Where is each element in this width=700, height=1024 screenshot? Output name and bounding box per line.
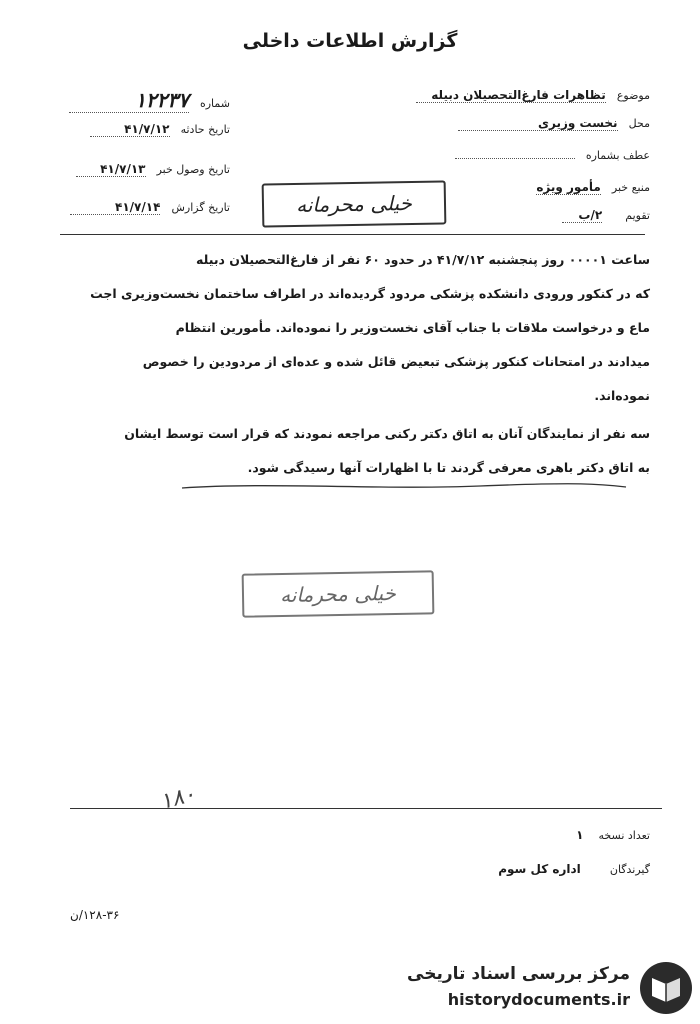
document-title: گزارش اطلاعات داخلی bbox=[242, 30, 458, 52]
pencil-mark: ۱۸۰ bbox=[157, 781, 199, 816]
archive-url[interactable]: historydocuments.ir bbox=[447, 990, 630, 1009]
subject-value: تظاهرات فارغ‌التحصیلان دبیله bbox=[416, 88, 606, 103]
document-code: ۱۲۸-۳۶/ن bbox=[70, 908, 120, 922]
body-line: میدادند در امتحانات کنکور پزشکی تبعیض قائل شده و عده‌ای از مردودین را خصوص bbox=[142, 354, 650, 369]
body-line: به اتاق دکتر باهری معرفی گردند تا با اظهارات آنها رسیدگی شود. bbox=[247, 460, 650, 475]
number-field bbox=[30, 88, 230, 113]
report-date-field bbox=[30, 196, 230, 215]
receipt-date-field bbox=[30, 158, 230, 177]
body-line: سه نفر از نمایندگان آنان به اتاق دکتر رکنی مراجعه نمودند که قرار است توسط ایشان bbox=[124, 426, 650, 441]
recipients-label: گیرندگان bbox=[609, 863, 650, 876]
body-line: که در کنکور ورودی دانشکده پزشکی مردود گردیده‌اند در اطراف ساختمان نخست‌وزیری اجت bbox=[90, 286, 650, 301]
body-line: ماع و درخواست ملاقات با جناب آقای نخست‌وزیر را نموده‌اند. مأمورین انتظام bbox=[175, 320, 650, 335]
number-label: شماره bbox=[199, 97, 230, 110]
archive-title: مرکز بررسی اسناد تاریخی bbox=[407, 964, 630, 984]
classification-stamp: خیلی محرمانه bbox=[262, 180, 447, 227]
attachment-number-field bbox=[400, 144, 650, 163]
footer-divider bbox=[70, 808, 662, 809]
receipt-date-value: ۴۱/۷/۱۳ bbox=[76, 162, 146, 177]
body-line: ساعت ۰۰۰۰۱ روز پنجشنبه ۴۱/۷/۱۲ در حدود ۶۰ نفر از فارغ‌التحصیلان دبیله bbox=[196, 252, 650, 267]
classification-stamp-faded: خیلی محرمانه bbox=[242, 570, 435, 617]
attachment-number-value bbox=[455, 158, 575, 159]
receipt-date-label: تاریخ وصول خبر bbox=[156, 163, 230, 176]
source-label: منبع خبر bbox=[611, 181, 650, 194]
recipients-field bbox=[390, 858, 650, 877]
copies-label: تعداد نسخه bbox=[598, 829, 650, 842]
location-field bbox=[400, 112, 650, 131]
location-label: محل bbox=[628, 117, 650, 130]
book-icon bbox=[638, 960, 694, 1016]
report-date-label: تاریخ گزارش bbox=[171, 201, 230, 214]
event-date-field bbox=[30, 118, 230, 137]
evaluation-value: ۲/ب bbox=[562, 208, 602, 223]
report-date-value: ۴۱/۷/۱۴ bbox=[70, 200, 160, 215]
archive-watermark bbox=[334, 958, 694, 1020]
copies-value: ۱ bbox=[576, 828, 584, 842]
event-date-value: ۴۱/۷/۱۲ bbox=[90, 122, 170, 137]
attachment-number-label: عطف بشماره bbox=[585, 149, 650, 162]
recipients-value: اداره کل سوم bbox=[498, 862, 581, 876]
evaluation-label: تقویم bbox=[625, 209, 650, 222]
header-divider bbox=[60, 234, 645, 235]
handwritten-underline bbox=[180, 478, 630, 494]
number-value: ۱۲۲۳۷ bbox=[69, 88, 189, 113]
subject-field bbox=[400, 84, 650, 103]
subject-label: موضوع bbox=[616, 89, 650, 102]
location-value: نخست وزیری bbox=[458, 116, 618, 131]
copies-field bbox=[450, 824, 650, 843]
body-line: نموده‌اند. bbox=[594, 388, 650, 403]
event-date-label: تاریخ حادثه bbox=[180, 123, 230, 136]
source-value: مأمور ویژه bbox=[536, 180, 601, 194]
